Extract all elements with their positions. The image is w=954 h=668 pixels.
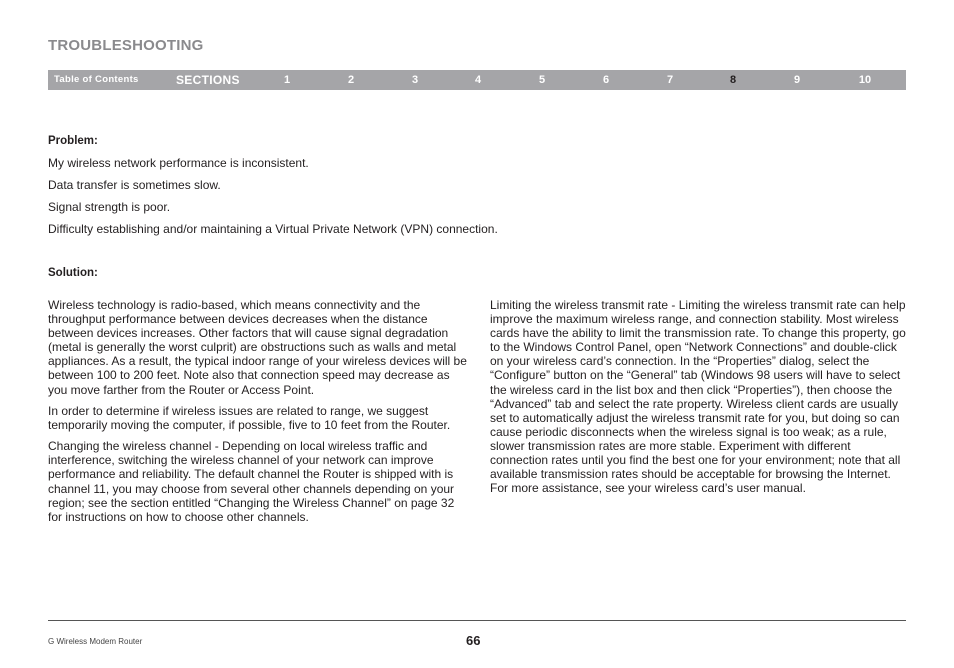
nav-section-8-link[interactable]: 8 (729, 74, 737, 86)
solution-right-column (490, 298, 906, 495)
nav-section-9-link[interactable]: 9 (793, 74, 801, 86)
page-number: 66 (466, 633, 481, 648)
page-title: TROUBLESHOOTING (48, 37, 204, 54)
solution-paragraph: In order to determine if wireless issues are related to range, we suggest temporarily moving the computer, if possible, five to 10 feet from the Router. (48, 403, 451, 432)
nav-section-7-link[interactable]: 7 (666, 74, 674, 86)
section-nav-bar (48, 70, 906, 90)
problem-label: Problem: (48, 135, 98, 147)
nav-section-1-link[interactable]: 1 (283, 74, 291, 86)
nav-section-10-link[interactable]: 10 (858, 74, 872, 86)
problem-line: Difficulty establishing and/or maintaining a Virtual Private Network (VPN) connection. (48, 222, 498, 236)
nav-section-5-link[interactable]: 5 (538, 74, 546, 86)
nav-section-6-link[interactable]: 6 (602, 74, 610, 86)
problem-line: Data transfer is sometimes slow. (48, 178, 221, 192)
solution-left-column (48, 298, 468, 524)
footer-product-name: G Wireless Modem Router (48, 637, 143, 646)
solution-paragraph: Limiting the wireless transmit rate - Limiting the wireless transmit rate can help improve the maximum wireless range, and connection stability. Most wireless cards have the ability to limit the transmission rate. To change this property, go to the Windows Control Panel, open “Network Connections” and double-click on your wireless card’s connection. In the “Properties” dialog, select the “Configure” button on the “General” tab (Windows 98 users will have to select the wireless card in the list box and then click “Properties”), then choose the “Advanced” tab and select the rate property. Wireless client cards are usually set to automatically adjust the wireless transmit rate for you, but doing so can cause periodic disconnects when the wireless signal is too weak; as a rule, slower transmission rates are more stable. Experiment with different connection rates until you find the best one for your environment; note that all available transmission rates should be acceptable for browsing the Internet. For more assistance, see your wireless card’s user manual. (490, 298, 906, 496)
nav-section-3-link[interactable]: 3 (411, 74, 419, 86)
problem-line: My wireless network performance is inconsistent. (48, 156, 309, 170)
nav-table-of-contents-link[interactable]: Table of Contents (54, 74, 139, 85)
solution-label: Solution: (48, 267, 98, 279)
nav-section-2-link[interactable]: 2 (347, 74, 355, 86)
solution-paragraph: Wireless technology is radio-based, which means connectivity and the throughput performance between devices decreases when the distance between devices increases. Other factors that will cause signal degradation (metal is generally the worst culprit) are obstructions such as walls and metal appliances. As a result, the typical indoor range of your wireless devices will be between 100 to 200 feet. Note also that connection speed may decrease as you move farther from the Router or Access Point. (48, 298, 467, 397)
nav-sections-label: SECTIONS (176, 73, 240, 87)
problem-line: Signal strength is poor. (48, 200, 171, 214)
footer-divider (48, 620, 906, 621)
solution-paragraph: Changing the wireless channel - Depending on local wireless traffic and interference, switching the wireless channel of your network can improve performance and reliability. The default channel the Router is shipped with is channel 11, you may choose from several other channels depending on your region; see the section entitled “Changing the Wireless Channel” on page 32 for instructions on how to choose other channels. (48, 439, 455, 524)
nav-section-4-link[interactable]: 4 (474, 74, 482, 86)
